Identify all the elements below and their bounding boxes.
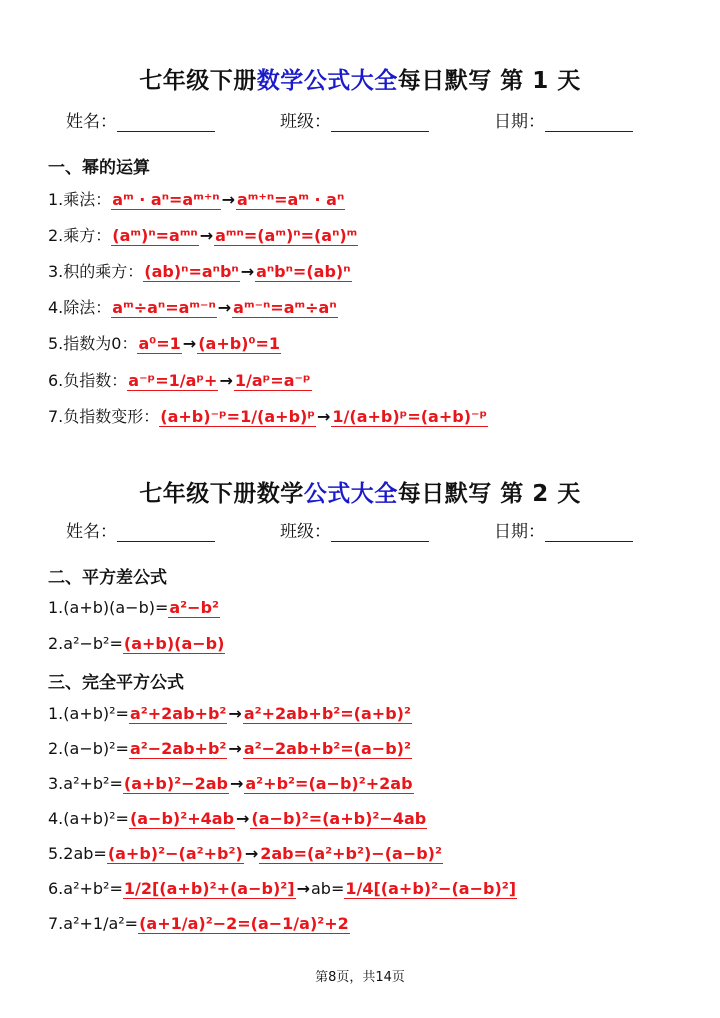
class-blank[interactable] [331,523,429,542]
answer-2: 1/aᵖ=a⁻ᵖ [234,371,311,390]
list-item [48,878,517,900]
day2-class-field [280,517,429,542]
list-item [48,189,345,211]
section-square-difference: 二、平方差公式 [48,568,167,588]
page-footer: 第8页，共14页 [315,970,405,985]
arrow: → [240,262,255,281]
arrow: → [219,371,233,390]
day1-title [0,62,720,95]
day2-date-field [494,517,633,542]
answer: (a−b)²+4ab [129,809,235,828]
day1-date-field [494,107,633,132]
arrow: → [228,704,242,723]
item-label: 4.(a+b)²= [48,809,129,828]
item-mid-label: ab= [311,879,345,898]
arrow: → [244,844,259,863]
day1-title-prefix: 七年级下册 [139,68,257,94]
list-item [48,225,358,247]
arrow: → [217,298,232,317]
list-item [48,703,412,725]
list-item [48,370,312,392]
answer: a²−b² [169,598,220,617]
day2-title-highlight: 公式大全 [303,481,398,507]
day2-title [0,475,720,508]
answer-2: 2ab=(a²+b²)−(a−b)² [260,844,442,863]
arrow: → [229,774,244,793]
list-item [48,261,352,283]
day2-title-prefix: 七年级下册数学 [139,481,304,507]
list-item [48,597,220,619]
list-item [48,633,225,655]
answer: (ab)ⁿ=aⁿbⁿ [144,262,239,281]
item-label: 1.乘法： [48,190,112,209]
item-label: 7.a²+1/a²= [48,914,139,933]
answer: (a+b)⁻ᵖ=1/(a+b)ᵖ [160,407,315,426]
day1-class-field [280,107,429,132]
day2-title-suffix: 每日默写 第 2 天 [397,481,581,507]
item-label: 2.a²−b²= [48,634,123,653]
date-blank[interactable] [545,523,633,542]
answer-2: a²+b²=(a−b)²+2ab [245,774,413,793]
class-blank[interactable] [331,113,429,132]
answer-2: 1/4[(a+b)²−(a−b)²] [345,879,517,898]
item-label: 6.a²+b²= [48,879,123,898]
list-item [48,913,350,935]
day1-name-field [66,107,215,132]
date-label: 日期： [494,522,545,542]
answer-2: aⁿbⁿ=(ab)ⁿ [256,262,351,281]
day1-info-row [0,107,720,132]
answer-2: a²+2ab+b²=(a+b)² [243,704,411,723]
answer: aᵐ÷aⁿ=aᵐ⁻ⁿ [112,298,216,317]
list-item [48,808,427,830]
arrow: → [221,190,235,209]
arrow: → [228,739,242,758]
class-label: 班级： [280,522,331,542]
list-item [48,297,338,319]
answer: (a+1/a)²−2=(a−1/a)²+2 [139,914,349,933]
item-label: 3.a²+b²= [48,774,123,793]
list-item [48,773,414,795]
name-label: 姓名： [66,112,117,132]
list-item [48,843,443,865]
name-label: 姓名： [66,522,117,542]
answer-2: a²−2ab+b²=(a−b)² [243,739,411,758]
section-power-ops: 一、幂的运算 [48,158,150,178]
answer-2: 1/(a+b)ᵖ=(a+b)⁻ᵖ [332,407,488,426]
answer: (a+b)(a−b) [123,634,225,653]
day2-info-row [0,517,720,542]
day1-title-highlight: 数学公式大全 [256,68,398,94]
answer: a⁻ᵖ=1/aᵖ+ [128,371,218,390]
answer-2: aᵐⁿ=(aᵐ)ⁿ=(aⁿ)ᵐ [215,226,358,245]
day1-title-suffix: 每日默写 第 1 天 [397,68,581,94]
item-label: 3.积的乘方： [48,262,144,281]
list-item [48,406,488,428]
item-label: 5.2ab= [48,844,107,863]
name-blank[interactable] [117,523,215,542]
arrow: → [236,809,250,828]
answer: 1/2[(a+b)²+(a−b)²] [123,879,295,898]
date-label: 日期： [494,112,545,132]
day2-name-field [66,517,215,542]
answer: (a+b)²−2ab [123,774,228,793]
item-label: 1.(a+b)(a−b)= [48,598,169,617]
list-item [48,333,281,355]
answer-2: (a−b)²=(a+b)²−4ab [251,809,427,828]
item-label: 7.负指数变形： [48,407,160,426]
section-perfect-square: 三、完全平方公式 [48,673,184,693]
arrow: → [182,334,197,353]
answer: (a+b)²−(a²+b²) [107,844,243,863]
answer: a²+2ab+b² [129,704,227,723]
name-blank[interactable] [117,113,215,132]
arrow: → [317,407,331,426]
item-label: 5.指数为0： [48,334,138,353]
list-item [48,738,412,760]
date-blank[interactable] [545,113,633,132]
answer-2: (a+b)⁰=1 [198,334,281,353]
item-label: 1.(a+b)²= [48,704,129,723]
answer: a²−2ab+b² [129,739,227,758]
arrow: → [296,879,310,898]
answer-2: aᵐ⁻ⁿ=aᵐ÷aⁿ [233,298,337,317]
item-label: 2.(a−b)²= [48,739,129,758]
class-label: 班级： [280,112,331,132]
item-label: 6.负指数： [48,371,128,390]
answer: aᵐ · aⁿ=aᵐ⁺ⁿ [112,190,220,209]
answer-2: aᵐ⁺ⁿ=aᵐ · aⁿ [236,190,345,209]
answer: (aᵐ)ⁿ=aᵐⁿ [112,226,198,245]
item-label: 4.除法： [48,298,112,317]
answer: a⁰=1 [138,334,181,353]
arrow: → [199,226,214,245]
item-label: 2.乘方： [48,226,112,245]
